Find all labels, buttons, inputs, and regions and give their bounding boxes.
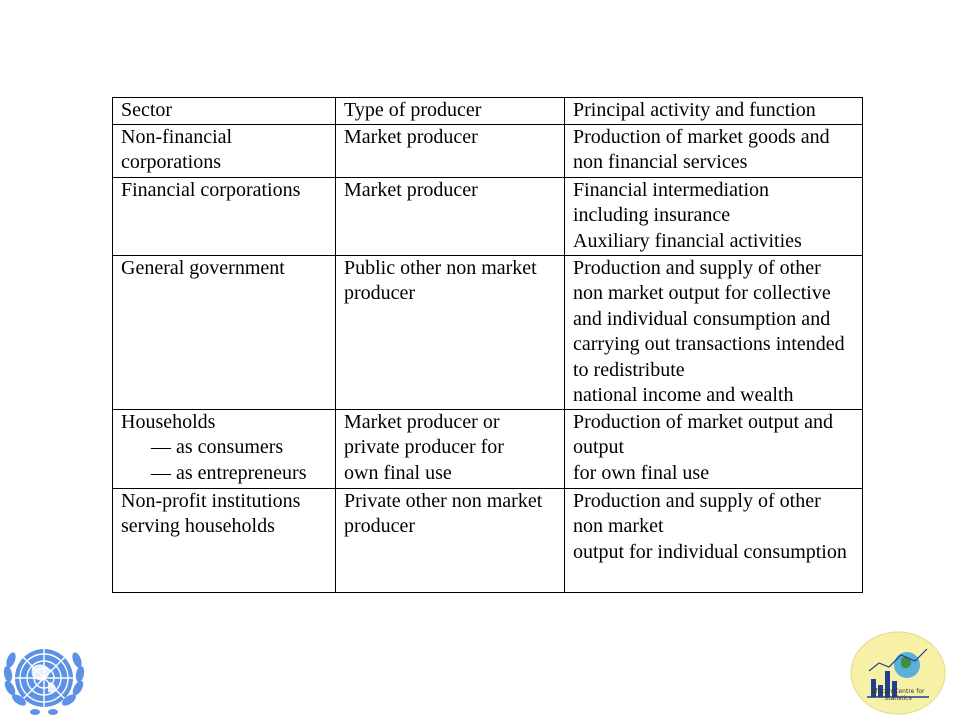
table-row: [113, 124, 863, 177]
cell-activity: Production of market goods and non financial services: [565, 124, 863, 177]
sector-label: Non-financial corporations: [121, 125, 233, 173]
cell-activity: Financial intermediation including insurance Auxiliary financial activities: [565, 177, 863, 255]
cell-type: Private other non market producer: [336, 488, 565, 592]
un-emblem-icon: [2, 636, 86, 720]
cell-sector: [113, 409, 336, 488]
cell-sector: [113, 255, 336, 409]
sector-sub-entrepreneurs: — as entrepreneurs: [151, 461, 307, 484]
african-centre-for-statistics-icon: [849, 631, 947, 716]
table-header-row: [113, 98, 863, 125]
acs-logo-text-line1: African Centre for: [871, 688, 925, 695]
cell-sector: [113, 177, 336, 255]
sector-table: [112, 97, 863, 593]
sector-label: Non-profit institutions serving households: [121, 489, 301, 537]
cell-type: Market producer: [336, 177, 565, 255]
cell-sector: [113, 488, 336, 592]
sector-label: Households: [121, 410, 216, 433]
cell-activity: Production and supply of other non market output for collective and individual consumption and carrying out transactions intended to redistribute national income and wealth: [565, 255, 863, 409]
cell-activity: Production and supply of other non market output for individual consumption: [565, 488, 863, 592]
cell-type: Market producer or private producer for own final use: [336, 409, 565, 488]
header-principal-activity: Principal activity and function: [565, 98, 863, 125]
header-sector: Sector: [113, 98, 336, 125]
sector-label: General government: [121, 256, 285, 279]
table-row: [113, 177, 863, 255]
header-type-of-producer: Type of producer: [336, 98, 565, 125]
cell-activity: Production of market output and output for own final use: [565, 409, 863, 488]
cell-type: Public other non market producer: [336, 255, 565, 409]
table-row: [113, 255, 863, 409]
table-row: [113, 488, 863, 592]
sector-sub-consumers: — as consumers: [151, 436, 284, 458]
cell-sector: [113, 124, 336, 177]
sector-label: Financial corporations: [121, 178, 301, 201]
acs-logo-text-line2: Statistics: [884, 695, 912, 702]
table-row: [113, 409, 863, 488]
cell-type: Market producer: [336, 124, 565, 177]
